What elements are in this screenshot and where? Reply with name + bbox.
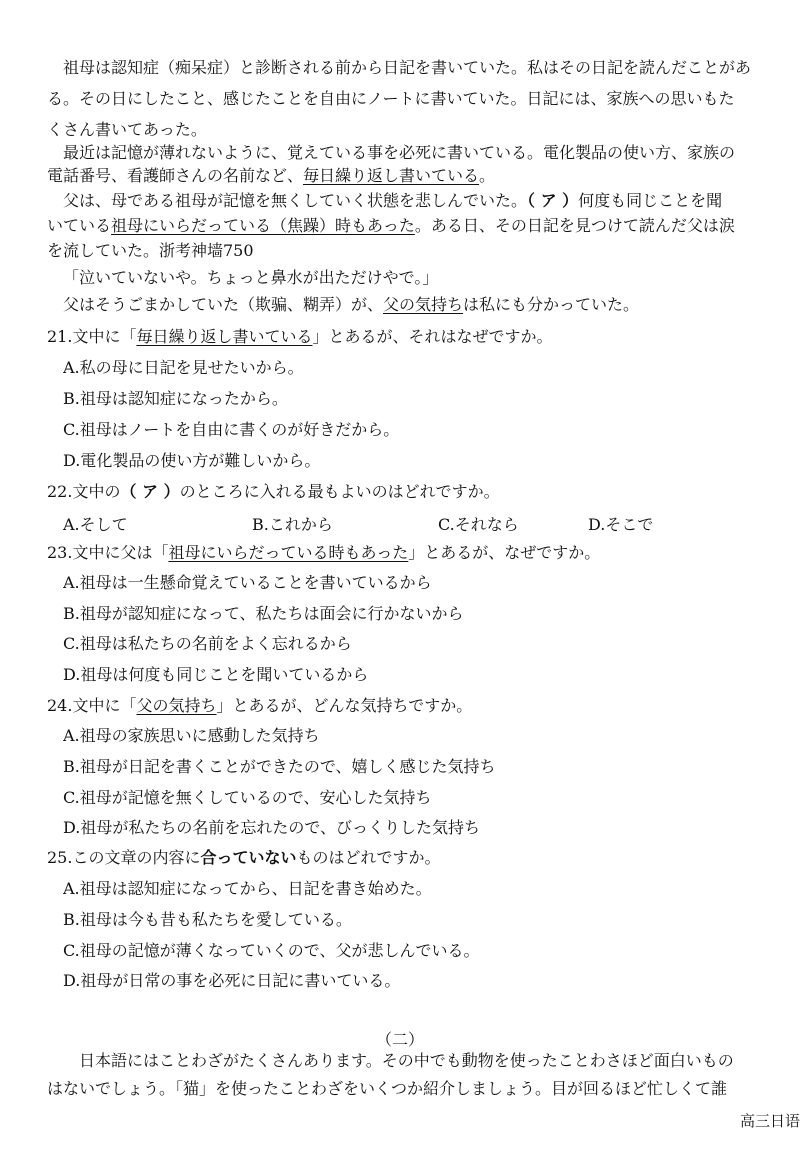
passage-line	[63, 191, 800, 213]
question-text: 24.文中に「	[47, 696, 137, 715]
passage-text: 。ある日、その日記を見つけて読んだ父は涙	[414, 216, 735, 235]
question-24-option-d	[63, 818, 800, 840]
passage-line	[63, 295, 800, 317]
passage-text: を流していた。浙考神墙750	[47, 241, 254, 260]
passage-text: 父はそうごまかしていた（欺骗、糊弄）が、	[63, 295, 384, 314]
question-21-option-c	[63, 420, 800, 442]
option-text: C.祖母が記憶を無くしているので、安心した気持ち	[63, 788, 432, 807]
passage-text: は私にも分かっていた。	[463, 295, 640, 314]
section-heading: （二）	[375, 1030, 424, 1049]
passage-text: る。その日にしたこと、感じたことを自由にノートに書いていた。日記には、家族への思いもた	[47, 89, 735, 108]
passage-text: はないでしょう。「猫」を使ったことわざをいくつか紹介しましょう。目が回るほど忙しくて誰	[47, 1079, 728, 1098]
question-22-option-d: D.そこで	[588, 515, 654, 534]
question-23-option-b	[63, 604, 800, 626]
question-24-stem	[47, 696, 800, 718]
passage-text: 電話番号、看護師さんの名前など、	[47, 166, 304, 185]
passage-line	[47, 89, 800, 111]
option-text: D.祖母が日常の事を必死に日記に書いている。	[63, 971, 401, 990]
option-text: D.電化製品の使い方が難しいから。	[63, 451, 321, 470]
question-text: 23.文中に父は「	[47, 543, 169, 562]
question-25-option-b	[63, 910, 800, 932]
question-24-option-b	[63, 757, 800, 779]
question-24-option-a	[63, 726, 800, 748]
section2-line	[79, 1051, 800, 1073]
question-23-option-a	[63, 573, 800, 595]
passage-text: 。	[479, 166, 496, 185]
question-23-stem	[47, 543, 800, 565]
question-25-option-d	[63, 971, 800, 993]
passage-text: 父は、母である祖母が記憶を無くしていく状態を悲しんでいた。	[63, 191, 528, 210]
underlined-phrase: 父の気持ち	[136, 696, 217, 715]
passage-text: 最近は記憶が薄れないように、覚えている事を必死に書いている。電化製品の使い方、家族の	[63, 143, 736, 162]
passage-line	[47, 216, 800, 238]
underlined-phrase: 毎日繰り返し書いている	[303, 166, 480, 185]
question-21-option-b	[63, 389, 800, 411]
question-22-option-c: C.それなら	[438, 515, 519, 534]
option-text: C.祖母はノートを自由に書くのが好きだから。	[63, 420, 400, 439]
option-text: A.祖母は認知症になってから、日記を書き始めた。	[63, 879, 432, 898]
question-25-option-a	[63, 879, 800, 901]
question-24-option-c	[63, 788, 800, 810]
passage-line	[47, 166, 800, 188]
question-23-option-c	[63, 634, 800, 656]
option-text: A.祖母は一生懸命覚えていることを書いているから	[63, 573, 432, 592]
passage-line	[47, 241, 800, 263]
question-25-stem	[47, 848, 800, 870]
underlined-phrase: 祖母にいらだっている（焦躁）時もあった	[111, 216, 415, 235]
passage-text: 「泣いていないや。ちょっと鼻水が出ただけやで。」	[63, 268, 439, 287]
question-text: のところに入れる最もよいのはどれですか。	[179, 482, 500, 501]
question-21-option-a	[63, 358, 800, 380]
passage-line	[63, 143, 800, 165]
option-text: A.私の母に日記を見せたいから。	[63, 358, 304, 377]
page-footer: 高三日语	[740, 1112, 800, 1130]
blank-marker: （ ア ）	[120, 482, 180, 501]
question-25-option-c	[63, 941, 800, 963]
option-text: B.祖母が日記を書くことができたので、嬉しく感じた気持ち	[63, 757, 496, 776]
option-text: B.祖母が認知症になって、私たちは面会に行かないから	[63, 604, 464, 623]
question-21-stem	[47, 327, 800, 349]
passage-line	[63, 58, 800, 80]
underlined-phrase: 祖母にいらだっている時もあった	[168, 543, 409, 562]
question-text: 」とあるが、なぜですか。	[408, 543, 601, 562]
option-text: D.祖母は何度も同じことを聞いているから	[63, 665, 369, 684]
question-22-option-a: A.そして	[63, 515, 128, 534]
option-text: B.祖母は今も昔も私たちを愛している。	[63, 910, 352, 929]
option-text: D.祖母が私たちの名前を忘れたので、びっくりした気持ち	[63, 818, 481, 837]
question-text: 」とあるが、それはなぜですか。	[312, 327, 553, 346]
passage-text: くさん書いてあった。	[47, 120, 207, 139]
passage-text: 祖母は認知症（痴呆症）と診断される前から日記を書いていた。私はその日記を読んだことがあ	[63, 58, 752, 77]
option-text: C.祖母の記憶が薄くなっていくので、父が悲しんでいる。	[63, 941, 480, 960]
passage-text: 何度も同じことを聞	[578, 191, 723, 210]
passage-text: いている	[47, 216, 112, 235]
underlined-phrase: 毎日繰り返し書いている	[136, 327, 313, 346]
question-text: ものはどれですか。	[296, 848, 441, 867]
question-21-option-d	[63, 451, 800, 473]
question-22-stem	[47, 482, 800, 504]
passage-line	[63, 268, 800, 290]
question-text: 22.文中の	[47, 482, 121, 501]
option-text: B.祖母は認知症になったから。	[63, 389, 288, 408]
option-text: C.祖母は私たちの名前をよく忘れるから	[63, 634, 352, 653]
question-text: 」とあるが、どんな気持ちですか。	[216, 696, 473, 715]
passage-text: 日本語にはことわざがたくさんあります。その中でも動物を使ったことわさほど面白いもの	[79, 1051, 734, 1070]
question-text: 25.この文章の内容に	[47, 848, 201, 867]
blank-marker: （ ア ）	[527, 191, 579, 210]
underlined-phrase: 父の気持ち	[383, 295, 464, 314]
question-text: 21.文中に「	[47, 327, 137, 346]
emphasis-text: 合っていない	[200, 848, 297, 867]
passage-line	[47, 120, 800, 142]
question-23-option-d	[63, 665, 800, 687]
option-text: A.祖母の家族思いに感動した気持ち	[63, 726, 320, 745]
question-22-option-b: B.これから	[252, 515, 333, 534]
section2-line	[47, 1079, 800, 1101]
